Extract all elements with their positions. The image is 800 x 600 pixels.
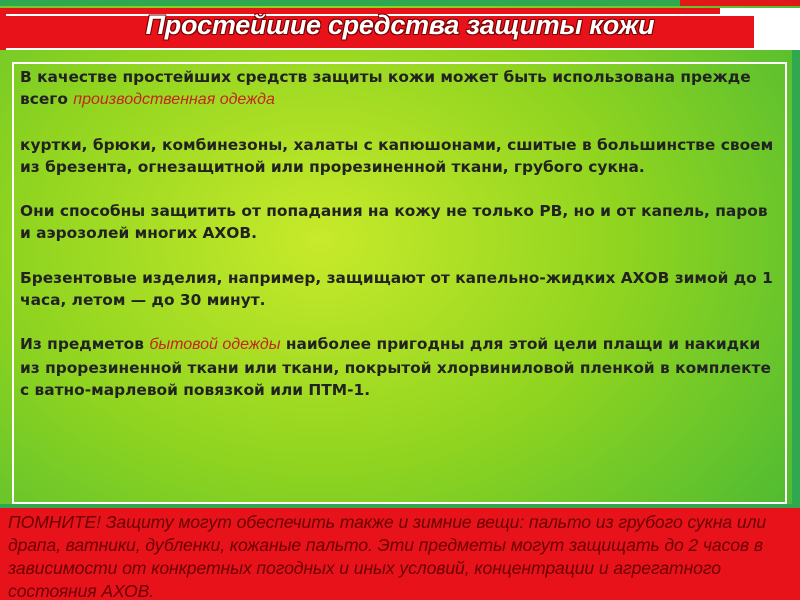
slide-title: Простейшие средства защиты кожи [145, 10, 655, 40]
paragraph-3: Они способны защитить от попадания на кожу не только РВ, но и от капель, паров и аэрозолей многих АХОВ. [20, 202, 768, 243]
paragraph-4: Брезентовые изделия, например, защищают от капельно-жидких АХОВ зимой до 1 часа, летом — до 30 минут. [20, 268, 773, 309]
highlight-production-clothing: производственная одежда [73, 91, 275, 109]
paragraph-5 [20, 333, 780, 401]
right-accent-bar [792, 50, 800, 510]
paragraph-2: куртки, брюки, комбинезоны, халаты с капюшонами, сшитые в большинстве своем из брезента, огнезащитной или прорезиненной ткани, грубого сукна. [20, 135, 774, 176]
highlight-household-clothing: бытовой одежды [149, 336, 281, 354]
paragraph-1-text: В качестве простейших средств защиты кожи может быть использована прежде всего [20, 68, 751, 109]
content-body [20, 66, 780, 401]
paragraph-5-before: Из предметов [20, 335, 150, 354]
paragraph-5-after: наиболее пригодны для этой цели плащи и накидки из прорезиненной ткани или ткани, покрытой хлорвиниловой пленкой в комплекте с ватно-марлевой повязкой или ПТМ-1. [20, 335, 771, 399]
title-bar [0, 8, 800, 50]
paragraph-1 [20, 66, 780, 111]
notice-text: ПОМНИТЕ! Защиту могут обеспечить также и зимние вещи: пальто из грубого сукна или драпа, ватники, дубленки, кожаные пальто. Эти предметы могут защищать до 2 часов в зависимости от конкретных погодных и иных условий, концентрации и агрегатного состояния АХОВ. [8, 512, 767, 600]
top-decor-stripe [0, 0, 800, 6]
